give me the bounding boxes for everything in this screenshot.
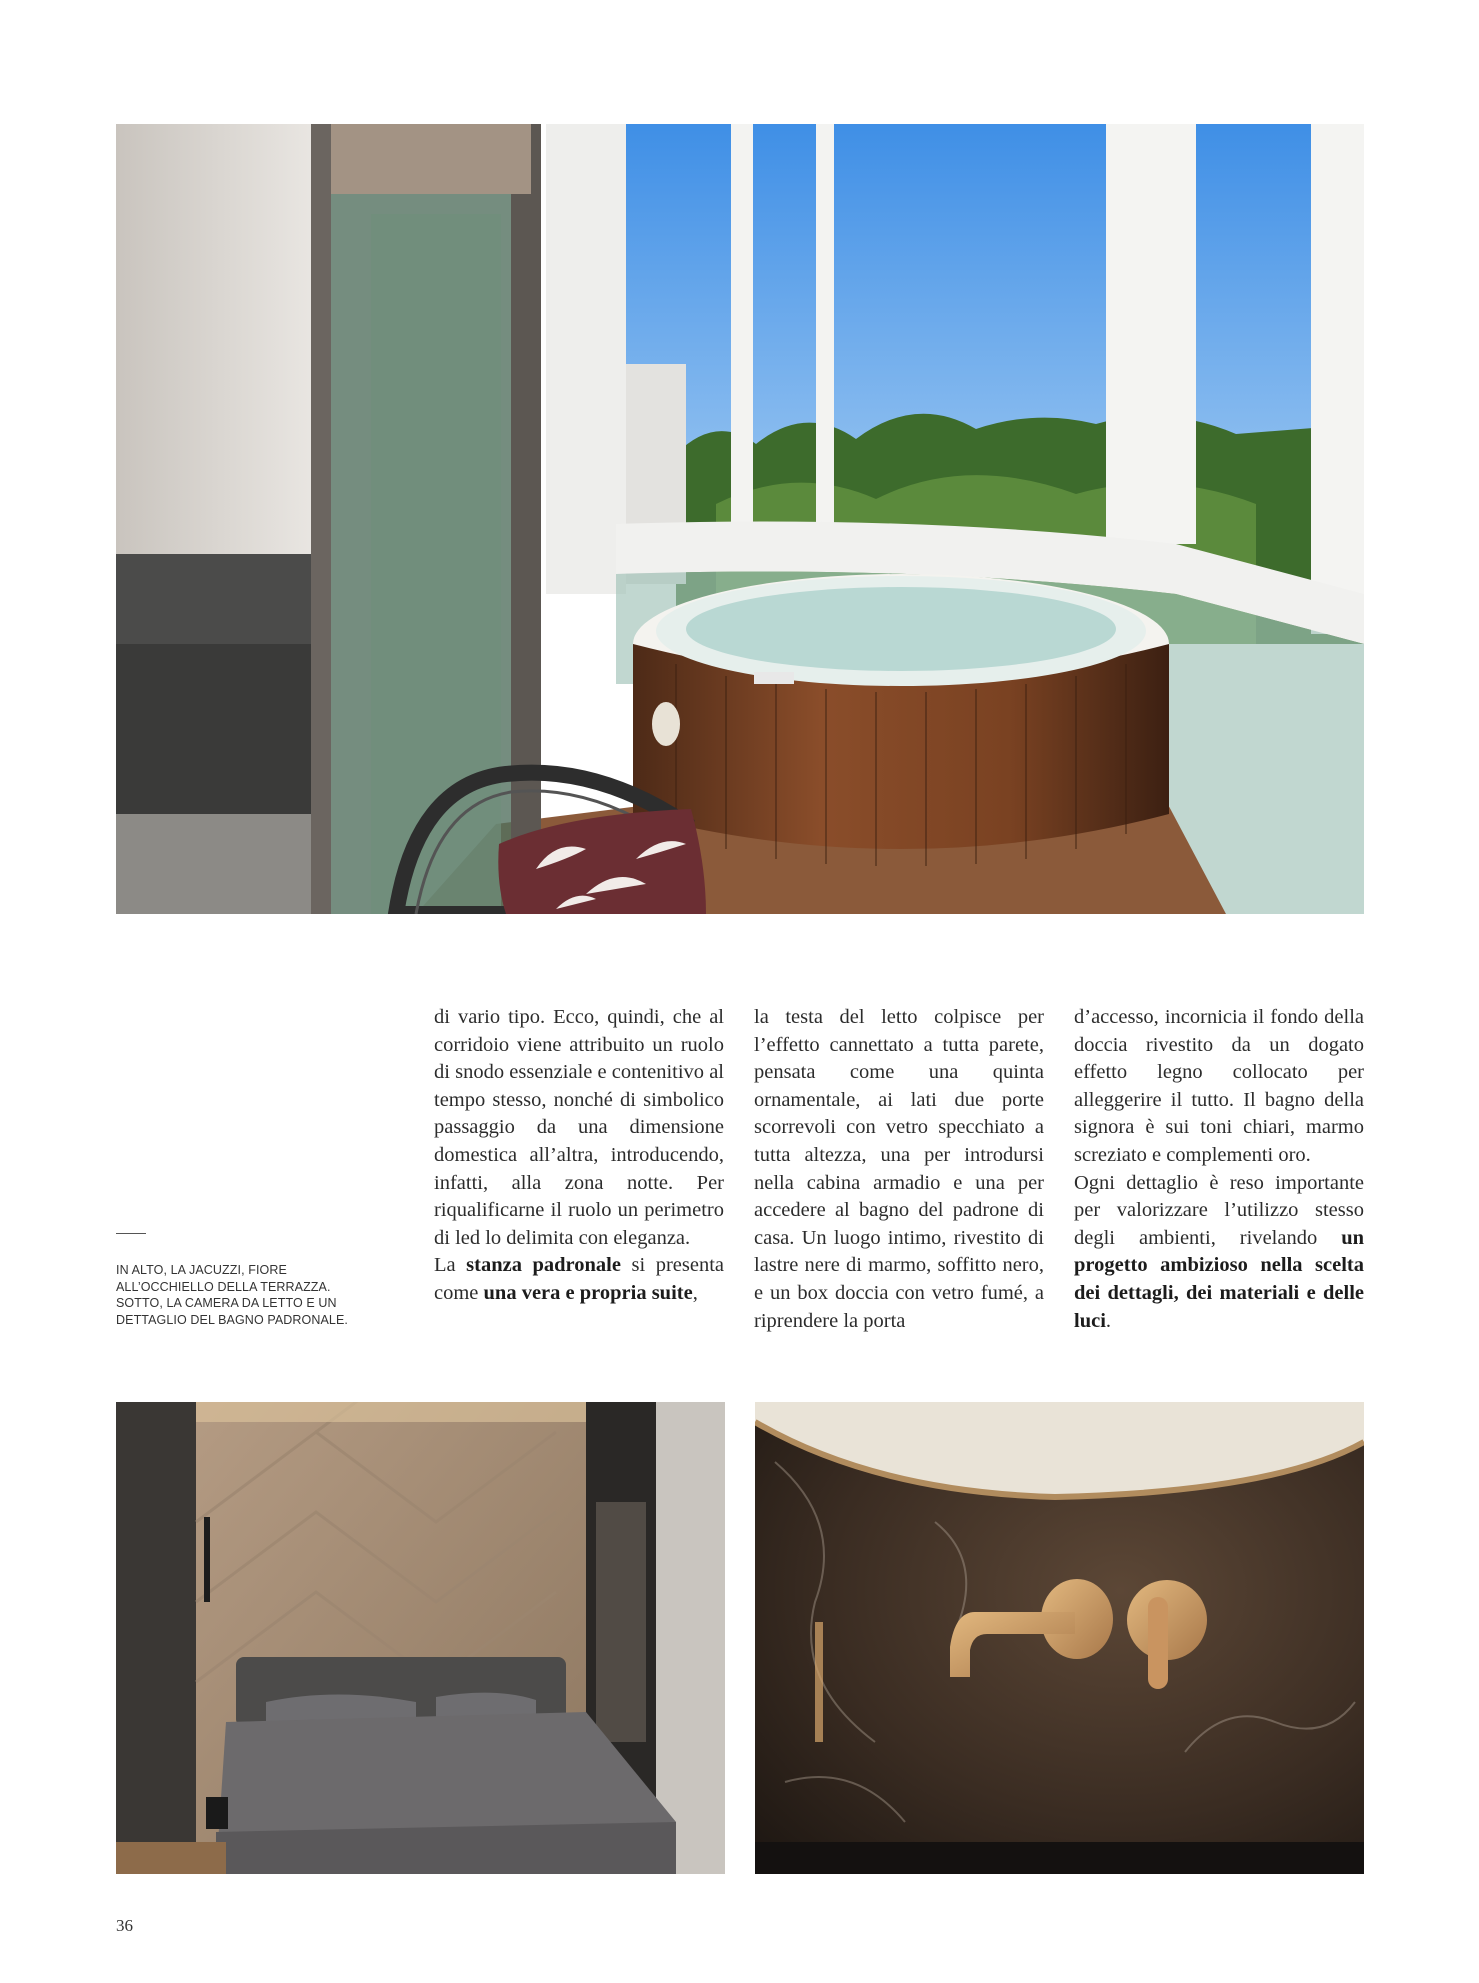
photo-terrace-jacuzzi: [116, 124, 1364, 914]
col1-text-run: ,: [692, 1281, 698, 1304]
text-column-3: [1074, 1004, 1364, 1335]
col3-bold-run: un progetto ambizioso nella scelta dei dettagli, dei materiali e delle luci: [1074, 1226, 1364, 1332]
page-number: 36: [116, 1916, 133, 1935]
photo-bedroom: [116, 1402, 725, 1874]
photo-caption: IN ALTO, LA JACUZZI, FIORE ALL’OCCHIELLO DELLA TERRAZZA. SOTTO, LA CAMERA DA LETTO E UN DETTAGLIO DEL BAGNO PADRONALE.: [116, 1263, 348, 1327]
photo-bathroom-tap: [755, 1402, 1364, 1874]
col3-paragraph-2: [1074, 1170, 1364, 1336]
col1-paragraph-2: [434, 1252, 724, 1307]
col1-text-run: La: [434, 1254, 467, 1277]
text-column-1: [434, 1004, 724, 1308]
col1-bold-run: stanza padronale: [466, 1254, 621, 1277]
col3-paragraph-1: d’accesso, incornicia il fondo della doccia rivestito da un dogato effetto legno collocato per alleggerire il tutto. Il bagno della signora è sui toni chiari, marmo screziato e complementi oro.: [1074, 1006, 1364, 1166]
col1-bold-run: una vera e propria suite: [483, 1281, 693, 1304]
col3-text-run: .: [1105, 1309, 1112, 1332]
caption-rule: [116, 1233, 146, 1234]
col3-text-run: Ogni dettaglio è reso importante per valorizzare l’utilizzo stesso degli ambienti, rivelando: [1074, 1171, 1364, 1249]
col1-paragraph-1: di vario tipo. Ecco, quindi, che al corridoio viene attribuito un ruolo di snodo essenziale e contenitivo al tempo stesso, nonché di simbolico passaggio da una dimensione domestica all’altra, introducendo, infatti, alla zona notte. Per riqualificarne il ruolo un perimetro di led lo delimita con eleganza.: [434, 1006, 724, 1249]
text-column-2: [754, 1004, 1044, 1335]
col1-text-run: si presenta come: [434, 1254, 724, 1304]
col2-paragraph-1: la testa del letto colpisce per l’effetto cannettato a tutta parete, pensata come una quinta ornamentale, ai lati due porte scorrevoli con vetro specchiato a tutta altezza, una per introdursi nella cabina armadio e una per accedere al bagno del padrone di casa. Un luogo intimo, rivestito di lastre nere di marmo, soffitto nero, e un box doccia con vetro fumé, a riprendere la porta: [754, 1006, 1044, 1332]
